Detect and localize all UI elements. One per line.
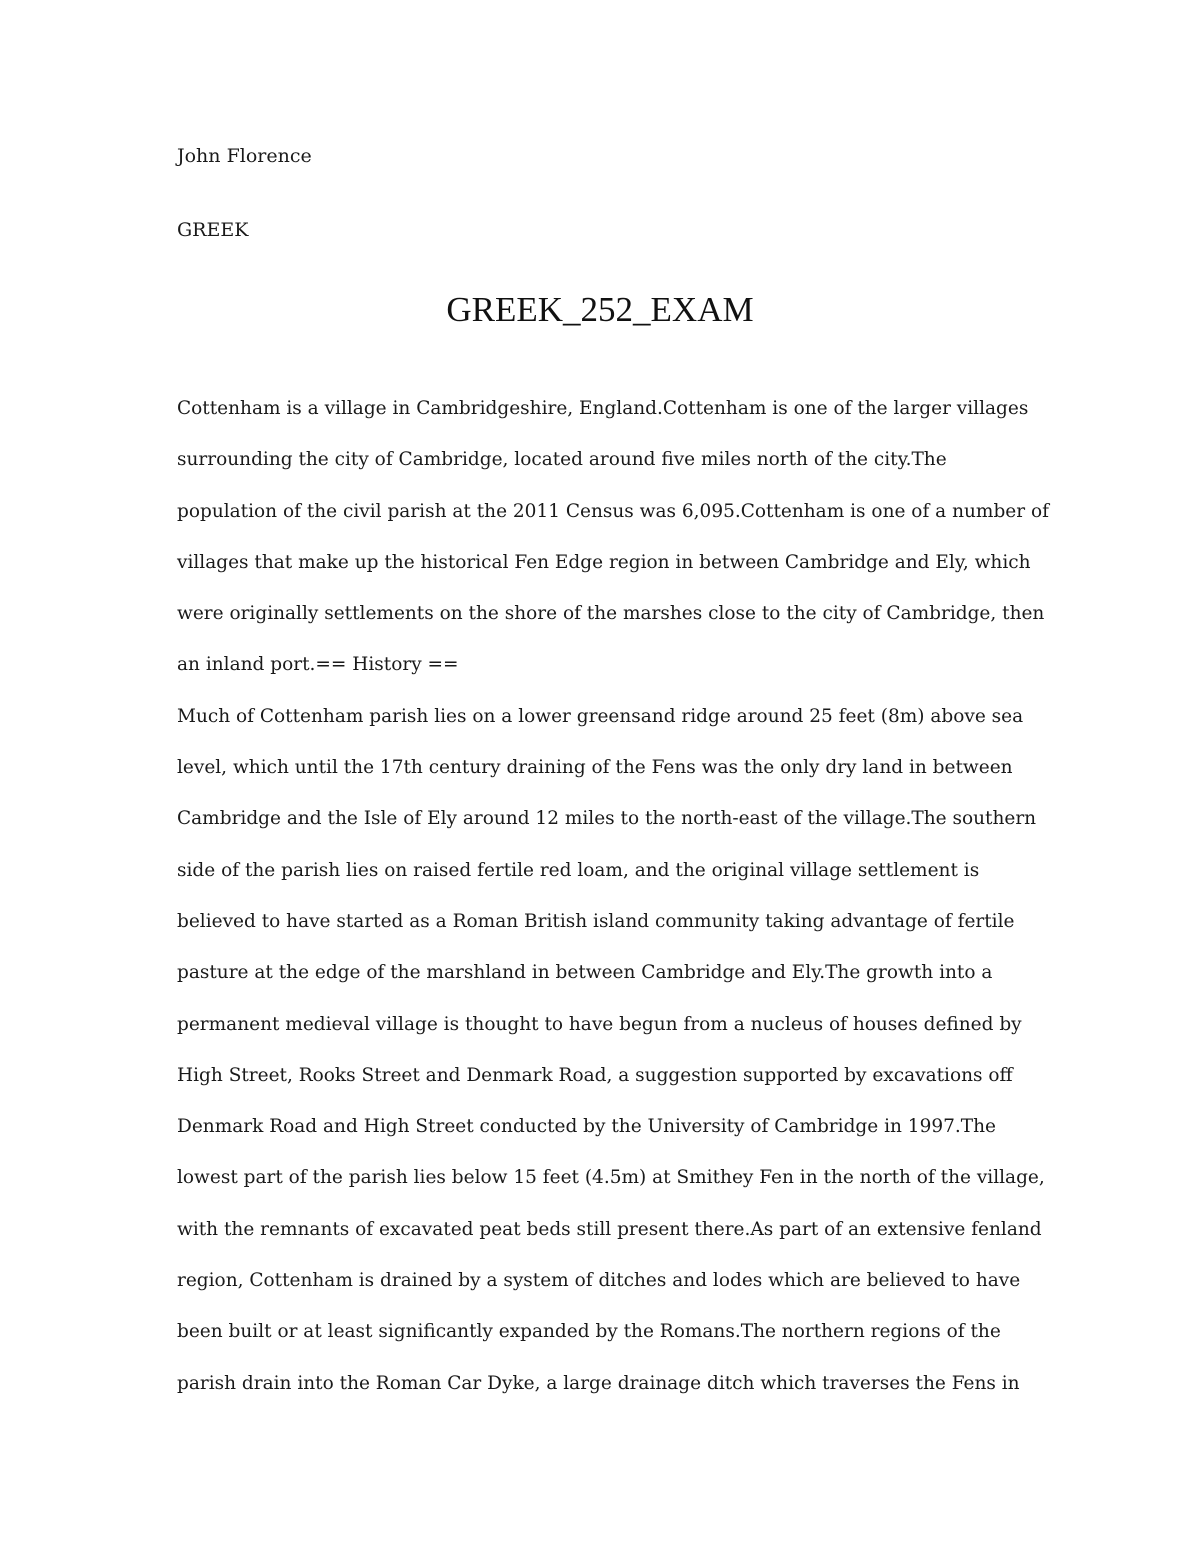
body-line: Cambridge and the Isle of Ely around 12 miles to the north-east of the village.The southern	[177, 808, 1037, 830]
body-line: believed to have started as a Roman British island community taking advantage of fertile	[177, 910, 1015, 932]
body-line: pasture at the edge of the marshland in between Cambridge and Ely.The growth into a	[177, 962, 993, 984]
body-text	[177, 383, 1049, 1409]
body-line: side of the parish lies on raised fertile red loam, and the original village settlement is	[177, 859, 980, 881]
author-name: John Florence	[177, 145, 312, 167]
body-line: surrounding the city of Cambridge, located around five miles north of the city.The	[177, 449, 947, 471]
body-line: level, which until the 17th century draining of the Fens was the only dry land in between	[177, 757, 1013, 779]
body-line: Cottenham is a village in Cambridgeshire, England.Cottenham is one of the larger villages	[177, 398, 1029, 419]
body-line: parish drain into the Roman Car Dyke, a large drainage ditch which traverses the Fens in	[177, 1372, 1020, 1394]
body-line: High Street, Rooks Street and Denmark Road, a suggestion supported by excavations off	[177, 1064, 1013, 1086]
body-line: with the remnants of excavated peat beds still present there.As part of an extensive fenland	[177, 1218, 1042, 1240]
body-line: been built or at least significantly expanded by the Romans.The northern regions of the	[177, 1321, 1001, 1343]
body-line: an inland port.== History ==	[177, 654, 459, 676]
body-line: Much of Cottenham parish lies on a lower greensand ridge around 25 feet (8m) above sea	[177, 705, 1024, 727]
course-name: GREEK	[177, 219, 249, 241]
body-line: permanent medieval village is thought to have begun from a nucleus of houses defined by	[177, 1013, 1022, 1035]
body-line: were originally settlements on the shore of the marshes close to the city of Cambridge, then	[177, 603, 1045, 625]
body-line: lowest part of the parish lies below 15 feet (4.5m) at Smithey Fen in the north of the village,	[177, 1167, 1045, 1189]
body-line: Denmark Road and High Street conducted by the University of Cambridge in 1997.The	[177, 1116, 996, 1138]
body-line: population of the civil parish at the 2011 Census was 6,095.Cottenham is one of a number of	[177, 500, 1049, 522]
document-title: GREEK_252_EXAM	[446, 290, 754, 329]
body-line: villages that make up the historical Fen Edge region in between Cambridge and Ely, which	[177, 551, 1031, 573]
body-line: region, Cottenham is drained by a system of ditches and lodes which are believed to have	[177, 1270, 1021, 1292]
